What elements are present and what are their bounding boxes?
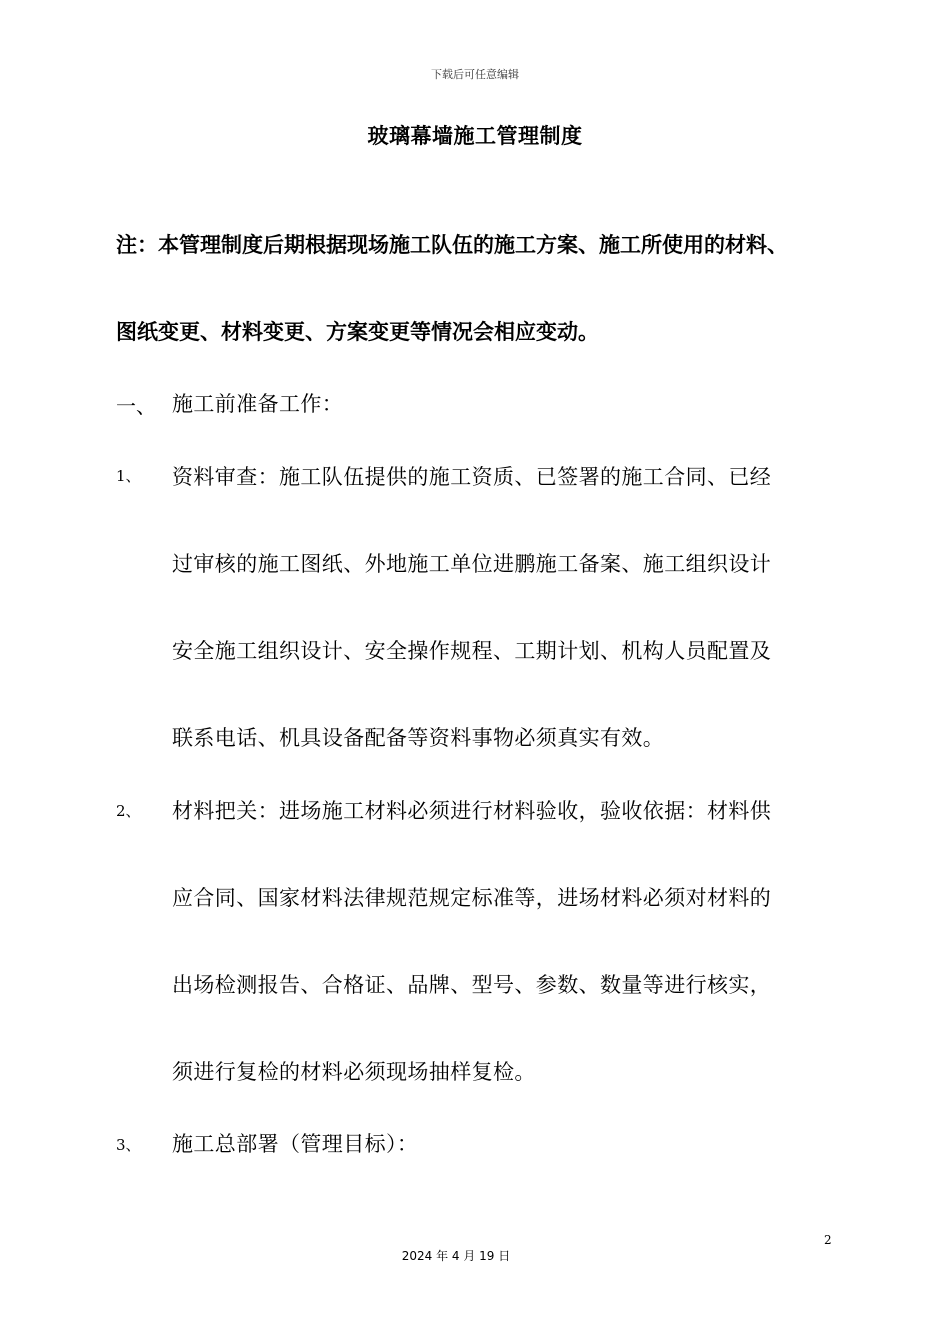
note-line-2: 图纸变更、材料变更、方案变更等情况会相应变动。 <box>116 320 599 344</box>
item-line: 联系电话、机具设备配备等资料事物必须真实有效。 <box>172 726 665 750</box>
item-number: 2、 <box>116 802 141 820</box>
item-line: 应合同、国家材料法律规范规定标准等，进场材料必须对材料的 <box>172 886 772 910</box>
item-line: 出场检测报告、合格证、品牌、型号、参数、数量等进行核实， <box>172 973 772 997</box>
page-number: 2 <box>824 1233 832 1247</box>
note-line-1: 注：本管理制度后期根据现场施工队伍的施工方案、施工所使用的材料、 <box>116 233 788 257</box>
item-line: 施工总部署（管理目标）： <box>172 1132 419 1156</box>
section-heading: 施工前准备工作： <box>172 392 344 416</box>
item-line: 须进行复检的材料必须现场抽样复检。 <box>172 1060 536 1084</box>
document-title: 玻璃幕墙施工管理制度 <box>367 124 583 148</box>
item-line: 材料把关：进场施工材料必须进行材料验收，验收依据：材料供 <box>172 799 772 823</box>
section-number: 一、 <box>116 394 156 418</box>
item-line: 资料审查：施工队伍提供的施工资质、已签署的施工合同、已经 <box>172 465 772 489</box>
footer-date: 2024 年 4 月 19 日 <box>401 1249 511 1263</box>
item-number: 1、 <box>116 467 141 485</box>
item-line: 过审核的施工图纸、外地施工单位进鹏施工备案、施工组织设计 <box>172 552 772 576</box>
item-number: 3、 <box>116 1136 141 1154</box>
item-line: 安全施工组织设计、安全操作规程、工期计划、机构人员配置及 <box>172 639 772 663</box>
page-header: 下载后可任意编辑 <box>431 68 519 81</box>
